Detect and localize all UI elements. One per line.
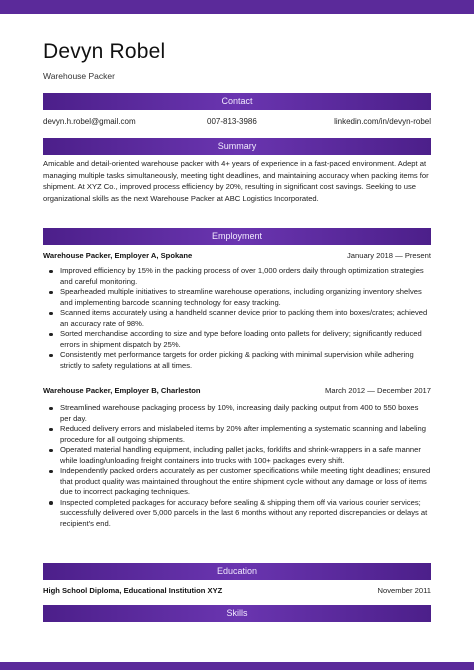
list-item <box>43 445 431 466</box>
bullet-dot-icon <box>49 449 53 453</box>
bullet-dot-icon <box>49 407 53 411</box>
bullet-text: Scanned items accurately using a handheld scanner device prior to packing them into boxes/crates; achieved an accuracy rate of 98%. <box>60 308 428 328</box>
bullet-text: Sorted merchandise according to size and type before loading onto pallets for delivery; significantly reduced errors in shipment dispatch by 25%. <box>60 329 422 349</box>
degree-title: High School Diploma, Educational Institution XYZ <box>43 586 223 595</box>
contact-email[interactable]: devyn.h.robel@gmail.com <box>43 117 136 126</box>
list-item <box>43 403 431 424</box>
list-item <box>43 266 431 287</box>
section-heading-skills: Skills <box>43 605 431 622</box>
list-item <box>43 466 431 498</box>
job-header <box>43 251 431 263</box>
education-entry <box>43 586 431 598</box>
bullet-dot-icon <box>49 470 53 474</box>
list-item <box>43 287 431 308</box>
list-item <box>43 308 431 329</box>
bullet-text: Inspected completed packages for accuracy before sealing & shipping them off via various courier services; successfully delivered over 5,000 parcels in the last 6 months without any reported discrepancies or delays at recipient's end. <box>60 497 428 528</box>
job-bullet-list <box>43 266 431 371</box>
bullet-dot-icon <box>49 428 53 432</box>
bullet-text: Streamlined warehouse packaging process by 10%, increasing daily packing output from 400 to 550 boxes per day. <box>60 403 419 423</box>
section-heading-education: Education <box>43 563 431 580</box>
job-bullet-list <box>43 403 431 529</box>
summary-text: Amicable and detail-oriented warehouse packer with 4+ years of experience in a fast-paced environment. Adept at managing multiple tasks simultaneously, meeting tight deadlines, and maintaining accuracy when packing items for shipment. At XYZ Co., improved process efficiency by 20%, resulting in significant cost savings. Seeking to use organizational skills as the next Warehouse Packer at ABC Logistics Incorporated. <box>43 159 429 204</box>
job-dates: January 2018 — Present <box>346 251 431 260</box>
candidate-title: Warehouse Packer <box>43 71 115 81</box>
section-heading-employment: Employment <box>43 228 431 245</box>
candidate-name: Devyn Robel <box>43 40 166 63</box>
bullet-text: Consistently met performance targets for order picking & packing with minimal supervision while adhering strictly to safety regulations at all times. <box>60 350 414 370</box>
bullet-text: Improved efficiency by 15% in the packing process of over 1,000 orders daily through optimization strategies and careful monitoring. <box>60 266 424 286</box>
list-item <box>43 424 431 445</box>
contact-linkedin[interactable]: linkedin.com/in/devyn-robel <box>334 117 431 126</box>
section-heading-contact: Contact <box>43 93 431 110</box>
bullet-text: Reduced delivery errors and mislabeled items by 20% after implementing a systematic scanning and labeling procedure for all outgoing shipments. <box>60 424 426 444</box>
bullet-dot-icon <box>49 501 53 505</box>
list-item <box>43 350 431 371</box>
bullet-dot-icon <box>49 312 53 316</box>
job-dates: March 2012 — December 2017 <box>325 386 431 395</box>
contact-row <box>43 117 431 129</box>
job-header <box>43 386 431 398</box>
bullet-dot-icon <box>49 270 53 274</box>
job-title: Warehouse Packer, Employer B, Charleston <box>43 386 201 395</box>
bullet-text: Spearheaded multiple initiatives to streamline warehouse operations, including organizing inventory shelves and implementing barcode scanning technology for easy tracking. <box>60 287 422 307</box>
section-heading-summary: Summary <box>43 138 431 155</box>
bullet-dot-icon <box>49 333 53 337</box>
job-title: Warehouse Packer, Employer A, Spokane <box>43 251 193 260</box>
degree-date: November 2011 <box>377 586 431 595</box>
bottom-accent-bar <box>0 662 474 670</box>
list-item <box>43 498 431 530</box>
bullet-text: Independently packed orders accurately as per customer specifications while meeting tight deadlines; ensured that product quality was maintained throughout the entire shipment cycle without any damage or loss of items due to incorrect packaging techniques. <box>60 466 431 496</box>
bullet-dot-icon <box>49 291 53 295</box>
bullet-text: Operated material handling equipment, including pallet jacks, forklifts and shrink-wrappers in a safe manner while loading/unloading freight containers into trucks with 100+ packages every shift. <box>60 445 421 465</box>
contact-phone[interactable]: 007-813-3986 <box>207 117 257 126</box>
list-item <box>43 329 431 350</box>
bullet-dot-icon <box>49 354 53 358</box>
